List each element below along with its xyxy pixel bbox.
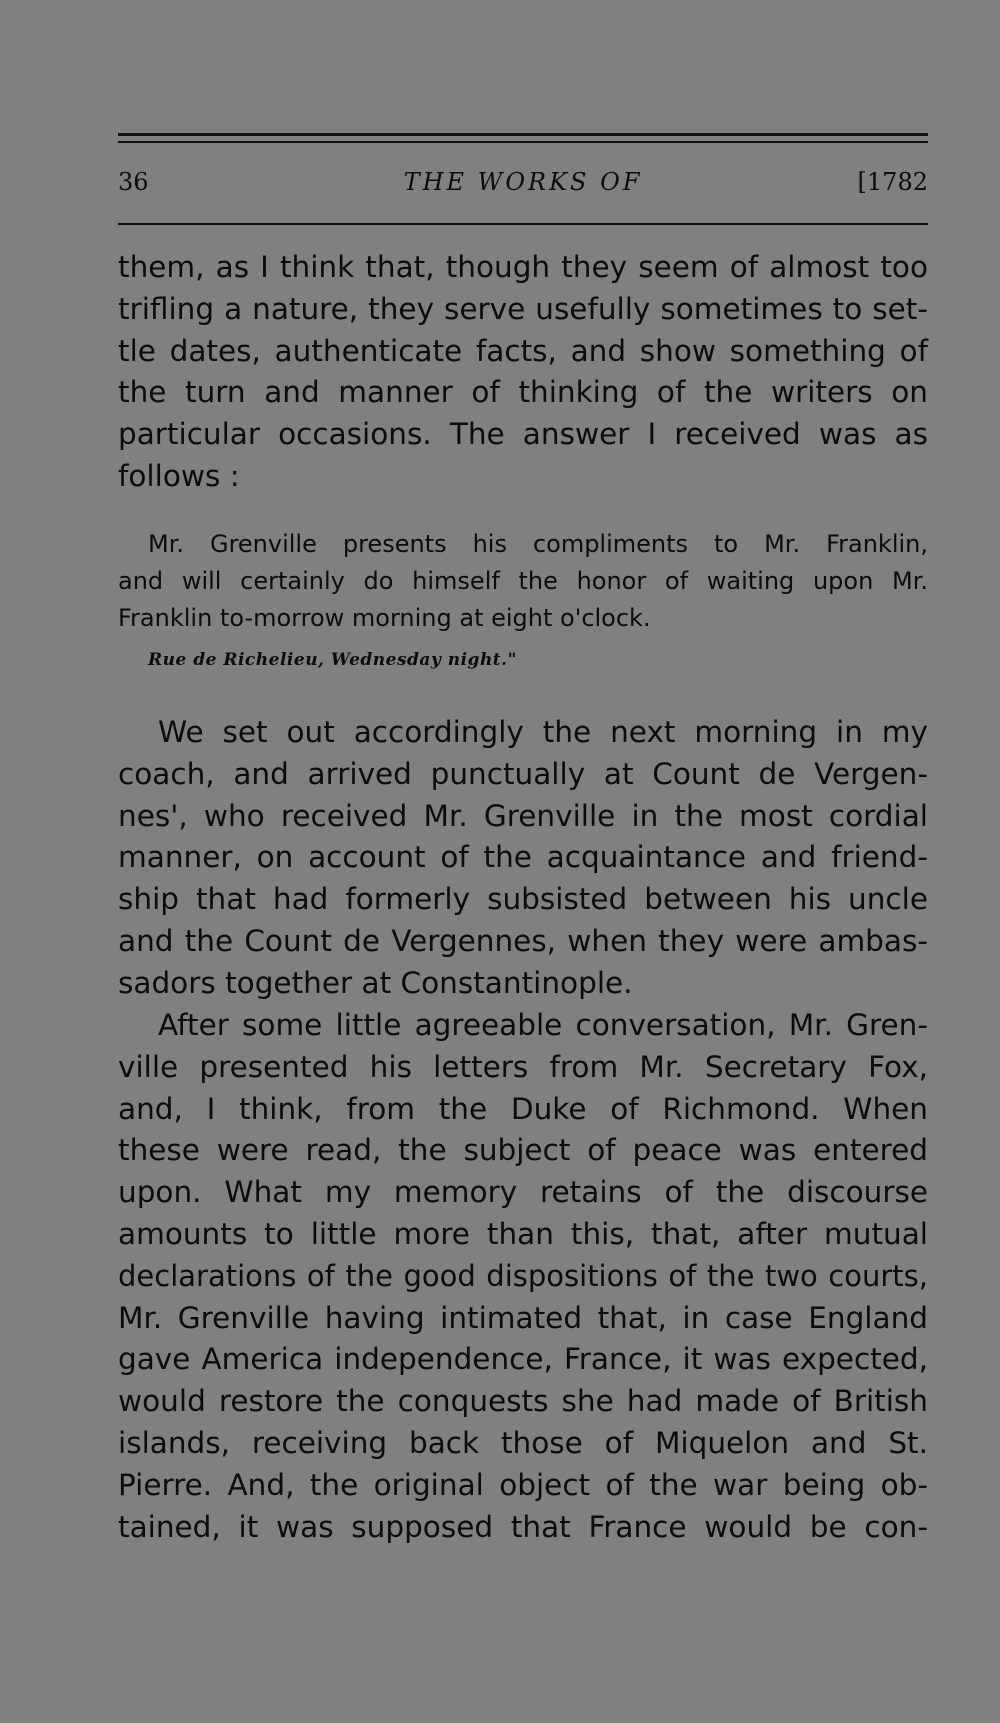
paragraph-2 (118, 712, 928, 1005)
text-line: ship that had formerly subsisted between his uncle (118, 882, 928, 917)
header-year: [1782 (857, 168, 928, 196)
text-line: amounts to little more than this, that, after mutual (118, 1216, 928, 1251)
running-header (118, 168, 928, 208)
quote-line: and will certainly do himself the honor of waiting upon Mr. (118, 567, 928, 595)
text-line: coach, and arrived punctually at Count de Vergen- (118, 756, 928, 791)
text-line: upon. What my memory retains of the discourse (118, 1175, 928, 1210)
text-line: trifling a nature, they serve usefully sometimes to set- (118, 291, 928, 326)
text-line: nes', who received Mr. Grenville in the most cordial (118, 798, 928, 833)
text-line: sadors together at Constantinople. (118, 965, 633, 1000)
text-line: these were read, the subject of peace was entered (118, 1133, 928, 1168)
text-line: the turn and manner of thinking of the writers on (118, 375, 928, 410)
text-line: islands, receiving back those of Miquelon and St. (118, 1425, 928, 1460)
page-number: 36 (118, 168, 149, 196)
text-line: Mr. Grenville having intimated that, in case England (118, 1300, 928, 1335)
text-line: them, as I think that, though they seem of almost too (118, 250, 928, 284)
text-line: manner, on account of the acquaintance and friend- (118, 840, 928, 875)
text-line: tained, it was supposed that France would be con- (118, 1509, 928, 1544)
running-title: THE WORKS OF (403, 168, 643, 196)
header-rule (118, 223, 928, 225)
note-signature: Rue de Richelieu, Wednesday night." (148, 650, 517, 670)
text-line: We set out accordingly the next morning in my (158, 715, 928, 749)
text-line: After some little agreeable conversation, Mr. Gren- (158, 1008, 928, 1042)
text-line: Pierre. And, the original object of the war being ob- (118, 1467, 928, 1502)
quote-line: Franklin to-morrow morning at eight o'clock. (118, 604, 651, 632)
paragraph-3 (118, 1005, 928, 1548)
paragraph-1 (118, 247, 928, 498)
text-line: and, I think, from the Duke of Richmond. When (118, 1091, 928, 1126)
text-line: and the Count de Vergennes, when they were ambas- (118, 923, 928, 958)
text-line: tle dates, authenticate facts, and show something of (118, 333, 928, 368)
top-rule-thin (118, 141, 928, 143)
text-line: gave America independence, France, it was expected, (118, 1342, 928, 1377)
quote-line: Mr. Grenville presents his compliments to Mr. Franklin, (148, 530, 928, 558)
top-rule-thick (118, 133, 928, 136)
text-line: particular occasions. The answer I received was as (118, 417, 928, 452)
text-line: would restore the conquests she had made of British (118, 1384, 928, 1419)
quoted-note (118, 526, 928, 637)
text-line: declarations of the good dispositions of the two courts, (118, 1258, 928, 1293)
text-line: follows : (118, 458, 240, 493)
text-line: ville presented his letters from Mr. Secretary Fox, (118, 1049, 928, 1084)
